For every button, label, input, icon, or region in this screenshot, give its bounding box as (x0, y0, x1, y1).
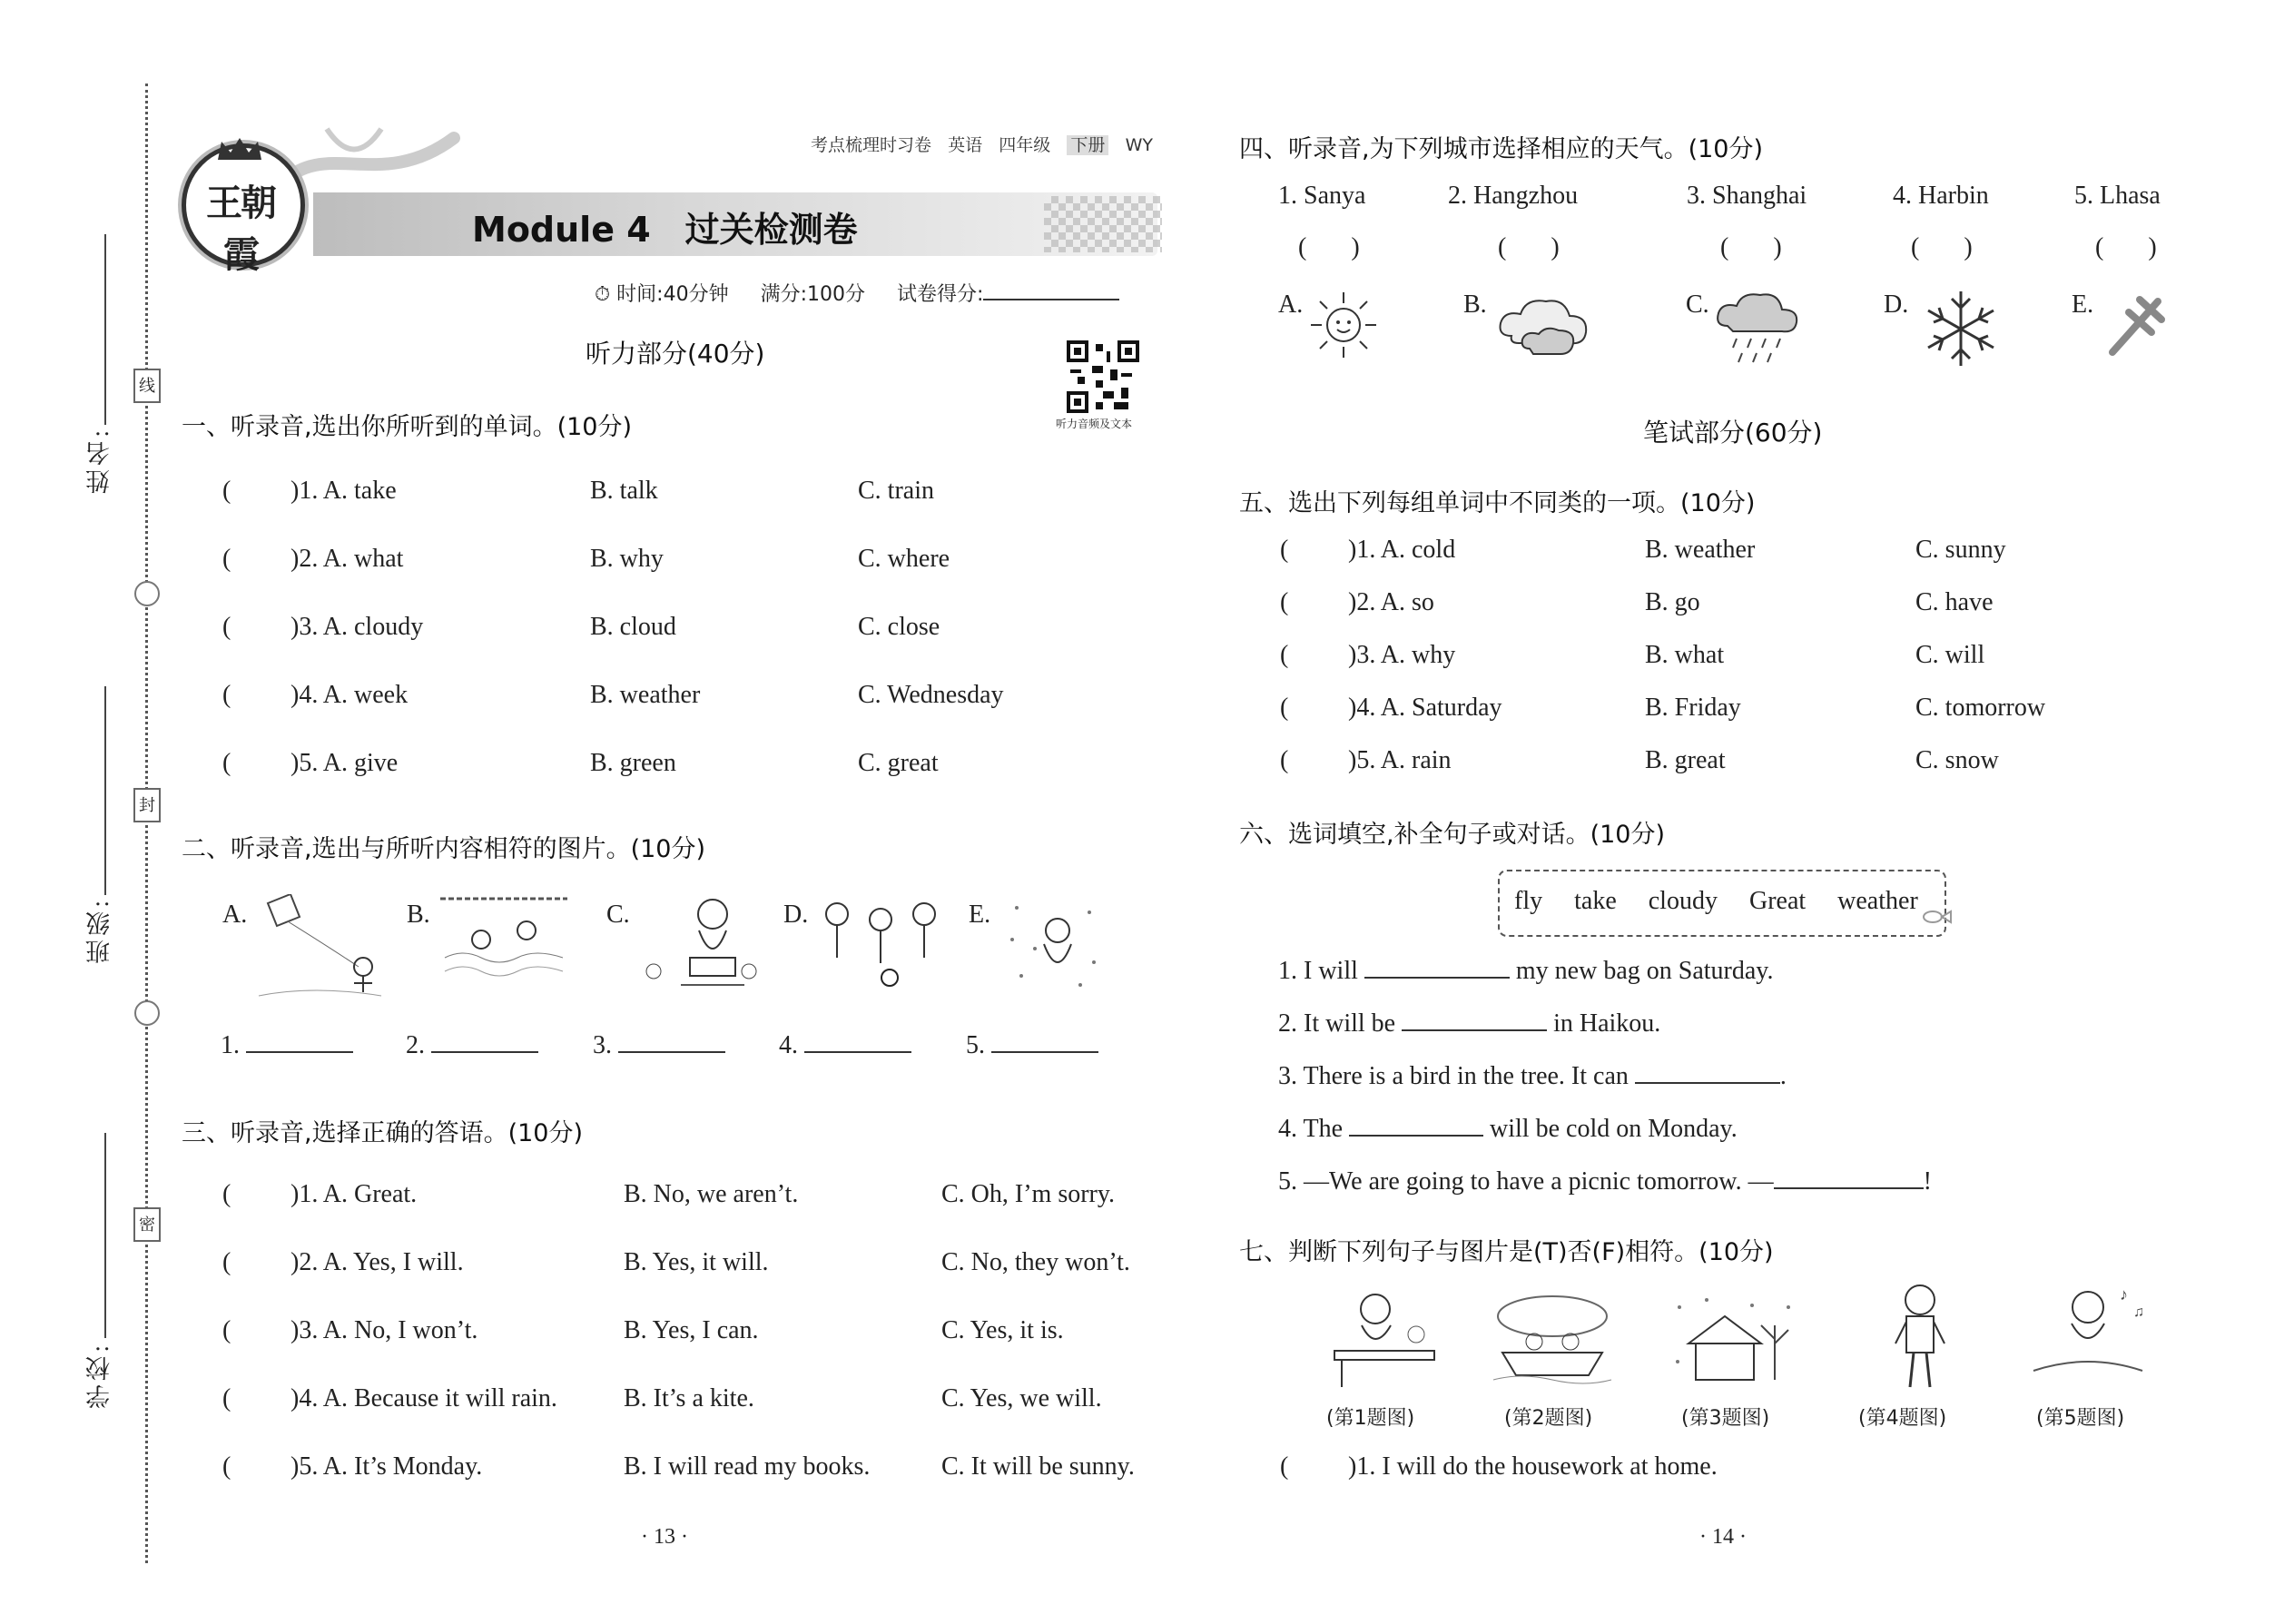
city-label: 3. Shanghai (1687, 182, 1807, 210)
answer-bracket[interactable]: ( (222, 1248, 231, 1276)
list-item: )4. A. Because it will rain. (290, 1384, 557, 1412)
list-item: B. No, we aren’t. (624, 1180, 799, 1208)
blank-number: 3. (593, 1029, 725, 1060)
swimming-picture (436, 894, 572, 994)
binding-seal-icon (134, 1000, 160, 1026)
pic-letter: E. (969, 901, 991, 929)
girl-music-picture (2024, 1280, 2151, 1389)
city-label: 1. Sanya (1278, 182, 1366, 210)
binding-mark-seal: 封 (133, 788, 161, 822)
answer-bracket[interactable]: ( (222, 1452, 231, 1481)
answer-bracket[interactable]: ( (222, 545, 231, 573)
list-item: B. weather (1645, 536, 1756, 564)
list-item: )5. A. It’s Monday. (290, 1452, 483, 1481)
full-score: 满分:100分 (760, 283, 865, 306)
qr-caption: 听力音频及文本 (1056, 418, 1133, 430)
answer-bracket[interactable]: ( (222, 613, 231, 641)
page-title: Module 4 过关检测卷 (472, 210, 858, 250)
logo-text: 王朝霞 (206, 182, 275, 276)
blank-number: 2. (406, 1029, 538, 1060)
edition: WY (1125, 135, 1153, 155)
score-label: 试卷得分: (896, 283, 984, 306)
picture-caption: (第1题图) (1326, 1407, 1415, 1430)
pic-letter: C. (606, 901, 630, 929)
answer-bracket[interactable]: ( (222, 1180, 231, 1208)
cloud-icon (1493, 290, 1598, 363)
answer-bracket[interactable]: ( (222, 681, 231, 709)
weather-letter: E. (2072, 290, 2094, 319)
answer-bracket[interactable]: ( ) (1498, 233, 1560, 261)
word-option: cloudy (1648, 887, 1718, 915)
list-item: C. Yes, we will. (941, 1384, 1102, 1412)
word-option: Great (1748, 887, 1807, 915)
list-item: C. close (858, 613, 940, 641)
answer-bracket[interactable]: ( ) (1720, 233, 1782, 261)
kite-flying-picture (250, 894, 386, 1003)
section-1-title: 一、听录音,选出你所听到的单词。(10分) (182, 413, 633, 441)
answer-blank[interactable] (246, 1029, 353, 1053)
family-boat-picture (1489, 1289, 1616, 1389)
section-5-title: 五、选出下列每组单词中不同类的一项。(10分) (1239, 489, 1756, 517)
wind-icon (2102, 290, 2170, 359)
section-7-title: 七、判断下列句子与图片是(T)否(F)相符。(10分) (1239, 1238, 1774, 1266)
sentence-1: 1. I will my new bag on Saturday. (1278, 957, 1774, 985)
fish-icon (1920, 908, 1953, 926)
binding-mark-line: 线 (133, 369, 161, 403)
svg-text:♪: ♪ (2120, 1285, 2128, 1304)
weather-letter: A. (1278, 290, 1304, 319)
checker-decoration (1044, 196, 1162, 252)
section-3-title: 三、听录音,选择正确的答语。(10分) (182, 1119, 584, 1147)
list-item: )5. A. give (290, 749, 399, 777)
word-option: fly (1514, 887, 1543, 915)
list-item: C. Oh, I’m sorry. (941, 1180, 1116, 1208)
list-item: )4. A. week (290, 681, 409, 709)
snowflake-icon (1915, 286, 2006, 372)
qr-code-icon[interactable] (1067, 340, 1139, 413)
list-item: B. great (1645, 746, 1726, 774)
city-label: 5. Lhasa (2074, 182, 2161, 210)
writing-title: 笔试部分(60分) (1643, 418, 1823, 448)
list-item: )5. A. rain (1348, 746, 1452, 774)
list-item: C. tomorrow (1915, 694, 2046, 722)
rain-icon (1711, 286, 1802, 372)
list-item: B. Yes, I can. (624, 1316, 759, 1344)
exam-info (595, 277, 1119, 307)
answer-bracket[interactable]: ( ) (1298, 233, 1360, 261)
boy-doing-homework-picture (1325, 1289, 1443, 1389)
list-item: B. Friday (1645, 694, 1741, 722)
list-item: C. have (1915, 588, 1994, 616)
word-option: take (1574, 887, 1617, 915)
list-item: )1. A. cold (1348, 536, 1456, 564)
boys-playing-football-picture (817, 894, 944, 989)
term: 下册 (1067, 135, 1108, 155)
pic-letter: A. (222, 901, 248, 929)
list-item: B. talk (590, 477, 658, 505)
list-item: )2. A. what (290, 545, 404, 573)
weather-letter: B. (1463, 290, 1487, 319)
school-underline (104, 1133, 106, 1338)
answer-bracket[interactable]: ( (222, 1316, 231, 1344)
sentence-3: 3. There is a bird in the tree. It can . (1278, 1062, 1787, 1090)
list-item: C. Yes, it is. (941, 1316, 1064, 1344)
answer-bracket[interactable]: ( ) (1911, 233, 1973, 261)
list-item: C. where (858, 545, 950, 573)
answer-blank[interactable] (1349, 1113, 1483, 1137)
list-item: )1. A. take (290, 477, 397, 505)
list-item: )1. A. Great. (290, 1180, 418, 1208)
snowy-picture (1003, 894, 1112, 994)
name-label: 姓名: (86, 427, 113, 494)
answer-blank[interactable] (431, 1029, 538, 1053)
listening-title: 听力部分(40分) (586, 339, 765, 369)
list-item: B. I will read my books. (624, 1452, 871, 1481)
answer-bracket[interactable]: ( (1280, 694, 1289, 722)
girl-cooking-picture (635, 894, 763, 999)
answer-bracket[interactable]: ( (1280, 746, 1289, 774)
sentence-4: 4. The will be cold on Monday. (1278, 1115, 1738, 1143)
answer-bracket[interactable]: ( (222, 749, 231, 777)
list-item: C. Wednesday (858, 681, 1004, 709)
answer-blank[interactable] (804, 1029, 911, 1053)
subject: 英语 (948, 135, 983, 155)
list-item: B. weather (590, 681, 701, 709)
list-item: C. sunny (1915, 536, 2006, 564)
picture-caption: (第3题图) (1681, 1407, 1770, 1430)
blank-number: 1. (221, 1029, 353, 1060)
name-underline (104, 234, 106, 425)
page-number-left: · 13 · (641, 1525, 688, 1549)
answer-blank[interactable] (618, 1029, 725, 1053)
weather-letter: C. (1686, 290, 1709, 319)
class-label: 班级: (86, 897, 113, 964)
picture-caption: (第2题图) (1504, 1407, 1593, 1430)
list-item: B. why (590, 545, 664, 573)
binding-dotted-line (145, 84, 148, 1563)
answer-blank[interactable] (1635, 1060, 1780, 1084)
school-label: 学校: (86, 1342, 113, 1409)
header-meta (811, 132, 1153, 156)
city-label: 4. Harbin (1893, 182, 1989, 210)
binding-mark-secret: 密 (133, 1207, 161, 1242)
answer-bracket[interactable]: ( (1280, 1452, 1289, 1481)
answer-bracket[interactable]: ( ) (2095, 233, 2157, 261)
list-item: B. green (590, 749, 676, 777)
list-item: )3. A. why (1348, 641, 1456, 669)
blank-number: 4. (779, 1029, 911, 1060)
list-item: C. will (1915, 641, 1985, 669)
pic-letter: D. (783, 901, 809, 929)
sentence-2: 2. It will be in Haikou. (1278, 1009, 1661, 1038)
sun-icon (1307, 289, 1380, 361)
list-item: B. cloud (590, 613, 676, 641)
answer-blank[interactable] (1402, 1008, 1547, 1031)
pic-letter: B. (407, 901, 430, 929)
page-number-right: · 14 · (1699, 1525, 1747, 1549)
section-6-title: 六、选词填空,补全句子或对话。(10分) (1239, 821, 1666, 849)
answer-bracket[interactable]: ( (1280, 641, 1289, 669)
list-item: B. go (1645, 588, 1700, 616)
weather-letter: D. (1884, 290, 1909, 319)
list-item: B. It’s a kite. (624, 1384, 754, 1412)
list-item: )2. A. so (1348, 588, 1434, 616)
list-item: B. what (1645, 641, 1725, 669)
grade: 四年级 (999, 135, 1051, 155)
list-item: )3. A. cloudy (290, 613, 424, 641)
answer-blank[interactable] (991, 1029, 1098, 1053)
list-item: B. Yes, it will. (624, 1248, 769, 1276)
city-label: 2. Hangzhou (1448, 182, 1579, 210)
crown-icon (214, 136, 265, 162)
answer-bracket[interactable]: ( (222, 1384, 231, 1412)
blank-number: 5. (966, 1029, 1098, 1060)
answer-bracket[interactable]: ( (1280, 588, 1289, 616)
list-item: C. train (858, 477, 934, 505)
clock-icon: ⏱ (595, 283, 611, 306)
section-2-title: 二、听录音,选出与所听内容相符的图片。(10分) (182, 835, 706, 863)
list-item: )3. A. No, I won’t. (290, 1316, 478, 1344)
class-underline (104, 686, 106, 895)
list-item: C. It will be sunny. (941, 1452, 1135, 1481)
svg-text:♫: ♫ (2133, 1304, 2144, 1320)
word-bank (1514, 887, 1918, 916)
answer-blank[interactable] (1364, 955, 1510, 979)
boy-standing-picture (1879, 1280, 1961, 1393)
answer-bracket[interactable]: ( (1280, 536, 1289, 564)
list-item: C. snow (1915, 746, 1999, 774)
answer-bracket[interactable]: ( (222, 477, 231, 505)
binding-seal-icon (134, 581, 160, 606)
list-item: )2. A. Yes, I will. (290, 1248, 464, 1276)
list-item: C. great (858, 749, 939, 777)
word-option: weather (1837, 887, 1918, 915)
section-4-title: 四、听录音,为下列城市选择相应的天气。(10分) (1239, 135, 1764, 163)
answer-blank[interactable] (1774, 1166, 1924, 1189)
list-item: C. No, they won’t. (941, 1248, 1130, 1276)
picture-caption: (第5题图) (2036, 1407, 2125, 1430)
series-name: 考点梳理时习卷 (811, 135, 932, 155)
picture-caption: (第4题图) (1858, 1407, 1947, 1430)
judge-item: )1. I will do the housework at home. (1348, 1452, 1718, 1481)
snowy-house-picture (1670, 1289, 1797, 1389)
exam-time: 时间:40分钟 (616, 283, 729, 306)
list-item: )4. A. Saturday (1348, 694, 1502, 722)
sentence-5: 5. —We are going to have a picnic tomorrow. — ! (1278, 1167, 1932, 1196)
